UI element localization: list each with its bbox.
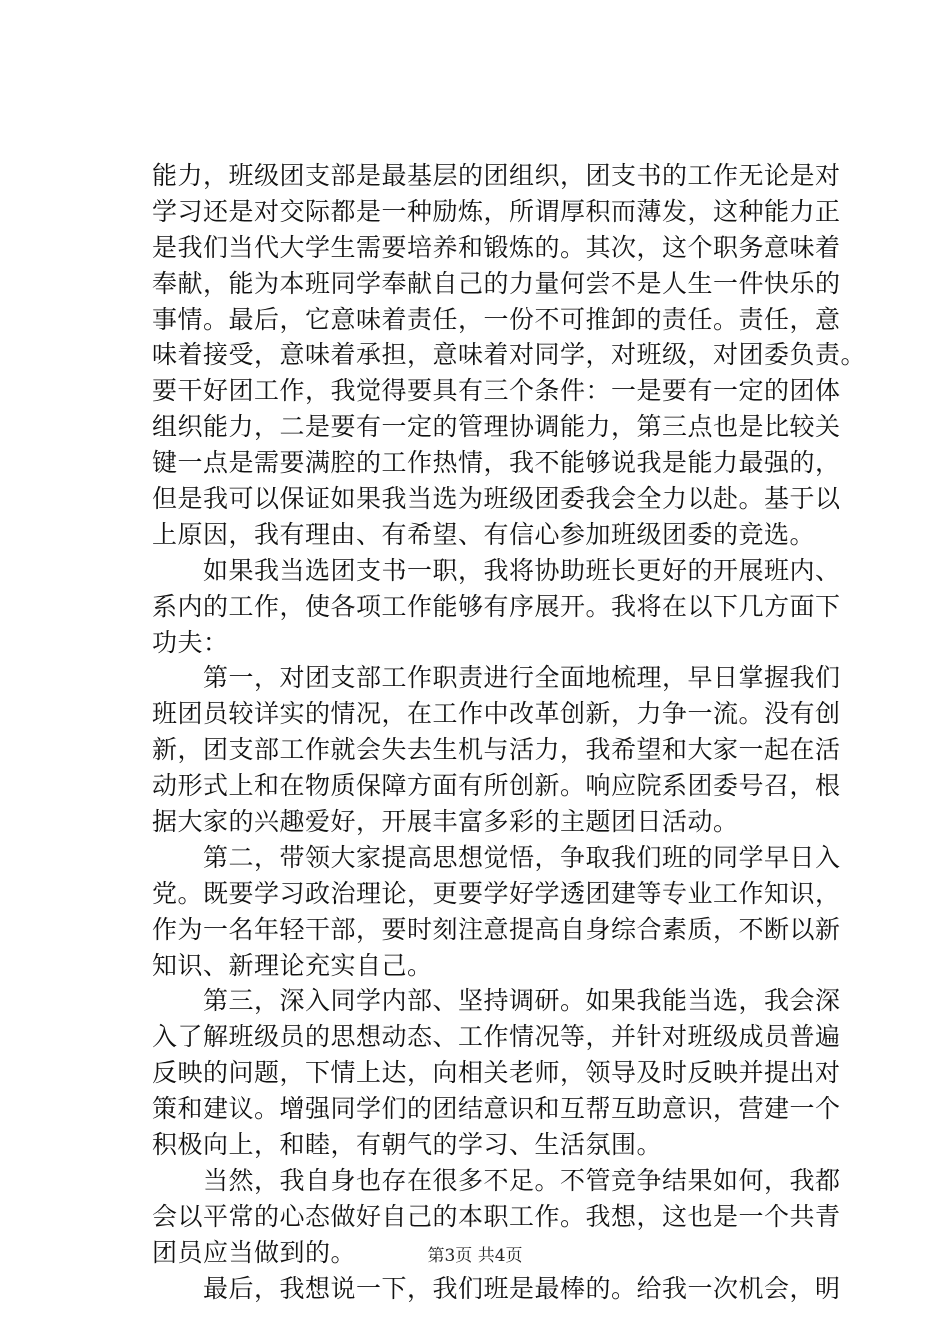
page-footer: 第3页 共4页 <box>427 1246 523 1266</box>
text-line: 团员应当做到的。 <box>152 1237 357 1267</box>
text-line: 功夫： <box>152 627 229 657</box>
text-line: 学习还是对交际都是一种励炼，所谓厚积而薄发，这种能力正 <box>152 196 841 226</box>
text-line: 组织能力，二是要有一定的管理协调能力，第三点也是比较关 <box>152 412 841 442</box>
text-line: 第三，深入同学内部、坚持调研。如果我能当选，我会深 <box>152 986 841 1016</box>
text-line: 奉献，能为本班同学奉献自己的力量何尝不是人生一件快乐的 <box>152 268 841 298</box>
text-line: 积极向上，和睦，有朝气的学习、生活氛围。 <box>152 1130 663 1160</box>
text-line: 当然，我自身也存在很多不足。不管竞争结果如何，我都 <box>152 1165 841 1195</box>
text-line: 键一点是需要满腔的工作热情，我不能够说我是能力最强的， <box>152 448 841 478</box>
text-line: 知识、新理论充实自己。 <box>152 950 433 980</box>
text-line: 事情。最后，它意味着责任，一份不可推卸的责任。责任，意 <box>152 304 841 334</box>
text-line: 第二，带领大家提高思想觉悟，争取我们班的同学早日入 <box>152 842 841 872</box>
text-line: 但是我可以保证如果我当选为班级团委我会全力以赴。基于以 <box>152 484 841 514</box>
text-line: 入了解班级员的思想动态、工作情况等，并针对班级成员普遍 <box>152 1022 841 1052</box>
text-line: 党。既要学习政治理论，更要学好学透团建等专业工作知识， <box>152 878 841 908</box>
text-line: 系内的工作，使各项工作能够有序展开。我将在以下几方面下 <box>152 591 841 621</box>
text-line: 最后，我想说一下，我们班是最棒的。给我一次机会，明 <box>152 1273 841 1303</box>
text-line: 味着接受，意味着承担，意味着对同学，对班级，对团委负责。 <box>152 340 867 370</box>
text-line: 据大家的兴趣爱好，开展丰富多彩的主题团日活动。 <box>152 807 739 837</box>
text-line: 策和建议。增强同学们的团结意识和互帮互助意识，营建一个 <box>152 1094 841 1124</box>
text-line: 第一，对团支部工作职责进行全面地梳理，早日掌握我们 <box>152 663 841 693</box>
text-line: 如果我当选团支书一职，我将协助班长更好的开展班内、 <box>152 555 841 585</box>
text-line: 动形式上和在物质保障方面有所创新。响应院系团委号召，根 <box>152 771 841 801</box>
text-line: 上原因，我有理由、有希望、有信心参加班级团委的竞选。 <box>152 519 816 549</box>
text-line: 要干好团工作，我觉得要具有三个条件：一是要有一定的团体 <box>152 376 841 406</box>
text-line: 作为一名年轻干部，要时刻注意提高自身综合素质，不断以新 <box>152 914 841 944</box>
text-line: 新，团支部工作就会失去生机与活力，我希望和大家一起在活 <box>152 735 841 765</box>
body-text <box>152 158 867 1307</box>
text-line: 能力，班级团支部是最基层的团组织，团支书的工作无论是对 <box>152 161 841 190</box>
text-line: 是我们当代大学生需要培养和锻炼的。其次，这个职务意味着 <box>152 232 841 262</box>
text-line: 反映的问题，下情上达，向相关老师，领导及时反映并提出对 <box>152 1058 841 1088</box>
text-line: 班团员较详实的情况，在工作中改革创新，力争一流。没有创 <box>152 699 841 729</box>
text-line: 会以平常的心态做好自己的本职工作。我想，这也是一个共青 <box>152 1201 841 1231</box>
